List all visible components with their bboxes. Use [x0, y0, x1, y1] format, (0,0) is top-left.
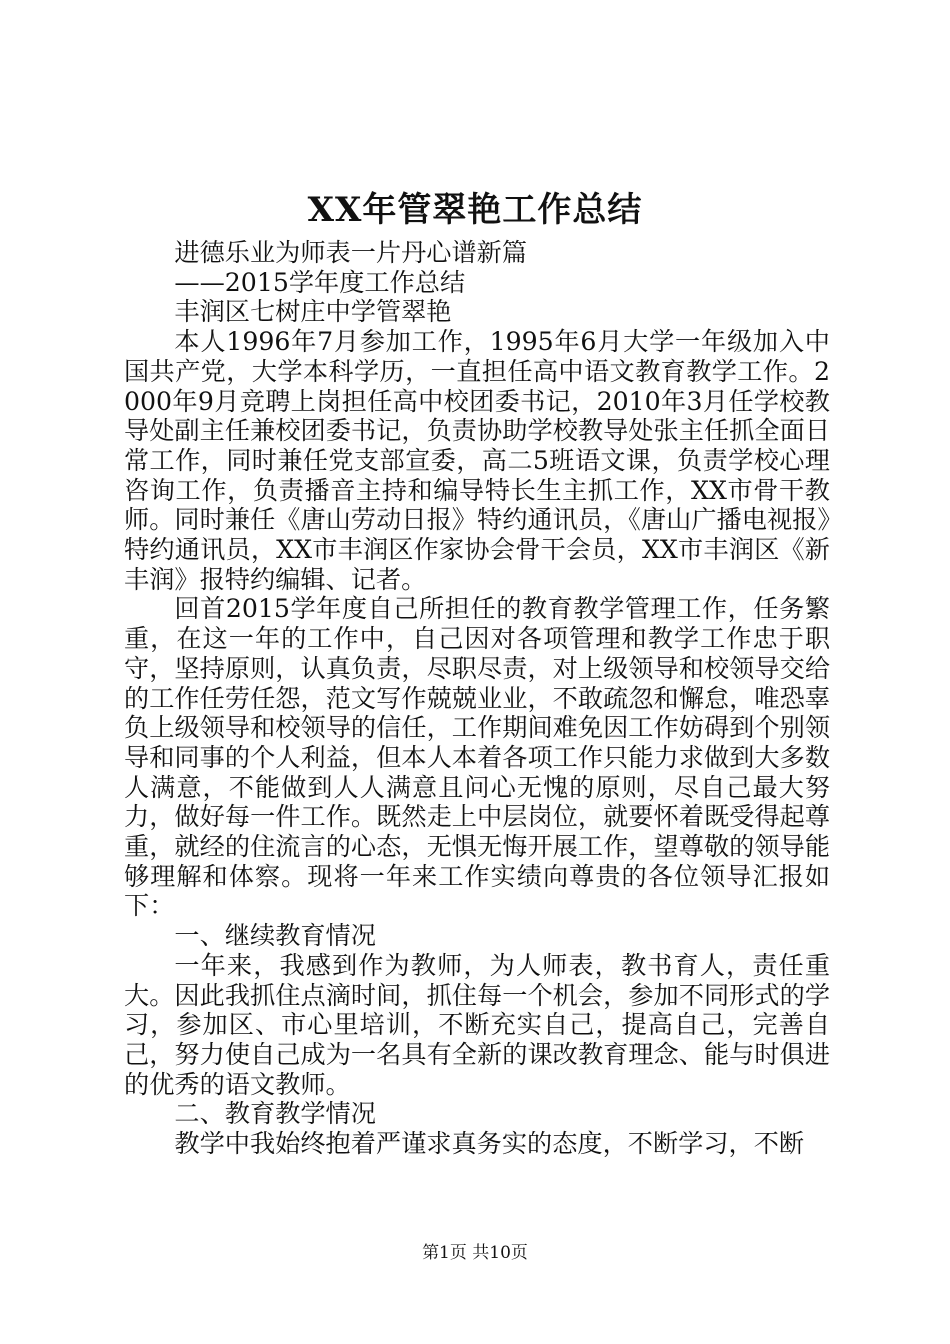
- subtitle-line: 进德乐业为师表一片丹心谱新篇: [174, 238, 528, 267]
- paragraph-continuing-education: 一年来，我感到作为教师，为人师表，教书育人，责任重大。因此我抓住点滴时间，抓住每一个机会，参加不同形式的学习，参加区、市心里培训，不断充实自己，提高自己，完善自己，努力使自己成为一名具有全新的课改教育理念、能与时俱进的优秀的语文教师。: [124, 950, 830, 1099]
- subtitle-year-line: ——2015学年度工作总结: [174, 267, 466, 297]
- section-heading-teaching: 二、教育教学情况: [174, 1099, 376, 1129]
- document-title: XX年管翠艳工作总结: [307, 190, 643, 230]
- author-line: 丰润区七树庄中学管翠艳: [174, 297, 452, 327]
- paragraph-intro: 本人1996年7月参加工作，1995年6月大学一年级加入中国共产党，大学本科学历，一直担任高中语文教育教学工作。2000年9月竞聘上岗担任高中校团委书记，2010年3月任学校教导处副主任兼校团委书记，负责协助学校教导处张主任抓全面日常工作，同时兼任党支部宣委，高二5班语文课，负责学校心理咨询工作，负责播音主持和编导特长生主抓工作，XX市骨干教师。同时兼任《唐山劳动日报》特约通讯员，《唐山广播电视报》特约通讯员，XX市丰润区作家协会骨干会员，XX市丰润区《新丰润》报特约编辑、记者。: [124, 327, 830, 594]
- section-heading-continuing-education: 一、继续教育情况: [174, 921, 376, 951]
- document-body: [124, 238, 830, 1159]
- page-footer: 第1页 共10页: [422, 1243, 528, 1263]
- paragraph-teaching: 教学中我始终抱着严谨求真务实的态度，不断学习，不断: [174, 1129, 805, 1159]
- paragraph-review: 回首2015学年度自己所担任的教育教学管理工作，任务繁重，在这一年的工作中，自己因对各项管理和教学工作忠于职守，坚持原则，认真负责，尽职尽责，对上级领导和校领导交给的工作任劳任怨，范文写作兢兢业业，不敢疏忽和懈怠，唯恐辜负上级领导和校领导的信任，工作期间难免因工作妨碍到个别领导和同事的个人利益，但本人本着各项工作只能力求做到大多数人满意，不能做到人人满意且问心无愧的原则，尽自己最大努力，做好每一件工作。既然走上中层岗位，就要怀着既受得起尊重，就经的住流言的心态，无惧无悔开展工作，望尊敬的领导能够理解和体察。现将一年来工作实绩向尊贵的各位领导汇报如下：: [124, 594, 830, 921]
